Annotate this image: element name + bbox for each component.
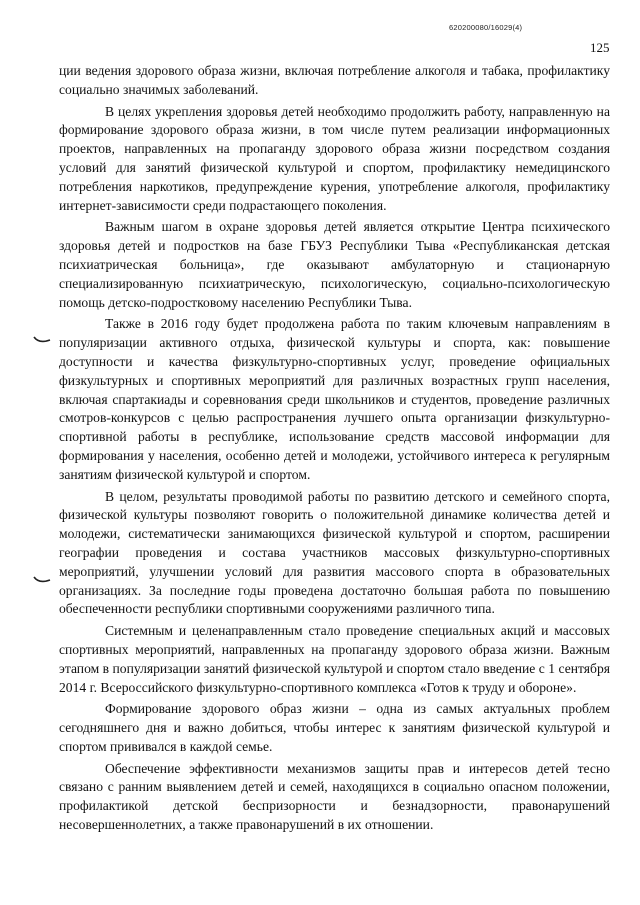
paragraph: Обеспечение эффективности механизмов защиты прав и интересов детей тесно связано с ранним выявлением детей и семей, находящихся в социально опасном положении, профилактикой детской беспризорности и безнадзорности, правонарушений несовершеннолетних, а также правонарушений в их отношении.	[59, 760, 610, 833]
paragraph: ции ведения здорового образа жизни, включая потребление алкоголя и табака, профилактику социально значимых заболеваний.	[59, 63, 610, 97]
paragraph: Важным шагом в охране здоровья детей является открытие Центра психического здоровья детей и подростков на базе ГБУЗ Республики Тыва «Республиканская детская психиатрическая больница», где оказывают амбулаторную и стационарную специализированную психиатрическую, психологическую, социально-психологическую помощь детско-подростковому населению Республики Тыва.	[59, 219, 610, 310]
document-body	[59, 62, 610, 838]
paragraph: Системным и целенаправленным стало проведение специальных акций и массовых спортивных мероприятий, направленных на пропаганду здорового образа жизни. Важным этапом в популяризации занятий физической культурой и спортом стало введение с 1 сентября 2014 г. Всероссийского физкультурно-спортивного комплекса «Готов к труду и обороне».	[59, 623, 610, 695]
margin-check-mark	[33, 335, 51, 345]
margin-check-mark	[33, 575, 51, 585]
document-code: 620200080/16029(4)	[449, 23, 523, 32]
paragraph: В целях укрепления здоровья детей необходимо продолжить работу, направленную на формирование здорового образа жизни, в том числе путем реализации информационных проектов, направленных на пропаганду здорового образа жизни посредством создания условий для занятий физической культурой и спортом, профилактику немедицинского потребления наркотиков, предупреждение курения, употребление алкоголя, профилактику интернет-зависимости среди подрастающего поколения.	[59, 103, 610, 213]
paragraph: Также в 2016 году будет продолжена работа по таким ключевым направлениям в популяризации активного отдыха, физической культуры и спорта, как: повышение доступности и качества физкультурно-спортивных услуг, проведение официальных физкультурных и спортивных мероприятий для различных возрастных групп населения, включая спартакиады и соревнования среди школьников и студентов, проведение различных смотров-конкурсов с целью распространения лучшего опыта организации физкультурно-спортивной работы в республике, использование средств массовой информации для формирования у населения, особенно детей и молодежи, устойчивого интереса к регулярным занятиям физической культурой и спортом.	[59, 316, 610, 482]
paragraph: Формирование здорового образ жизни – одна из самых актуальных проблем сегодняшнего дня и важно добиться, чтобы интерес к занятиям физической культурой и спортом прививался в каждой семье.	[59, 701, 610, 754]
page-number: 125	[590, 40, 610, 55]
paragraph: В целом, результаты проводимой работы по развитию детского и семейного спорта, физической культуры позволяют говорить о положительной динамике количества детей и молодежи, систематически занимающихся физической культурой и спортом, расширении географии проведения и состава участников массовых физкультурно-спортивных мероприятий, улучшении условий для развития массового спорта в образовательных организациях. За последние годы проведена достаточно большая работа по повышению обеспеченности республики спортивными сооружениями различного типа.	[59, 488, 610, 617]
